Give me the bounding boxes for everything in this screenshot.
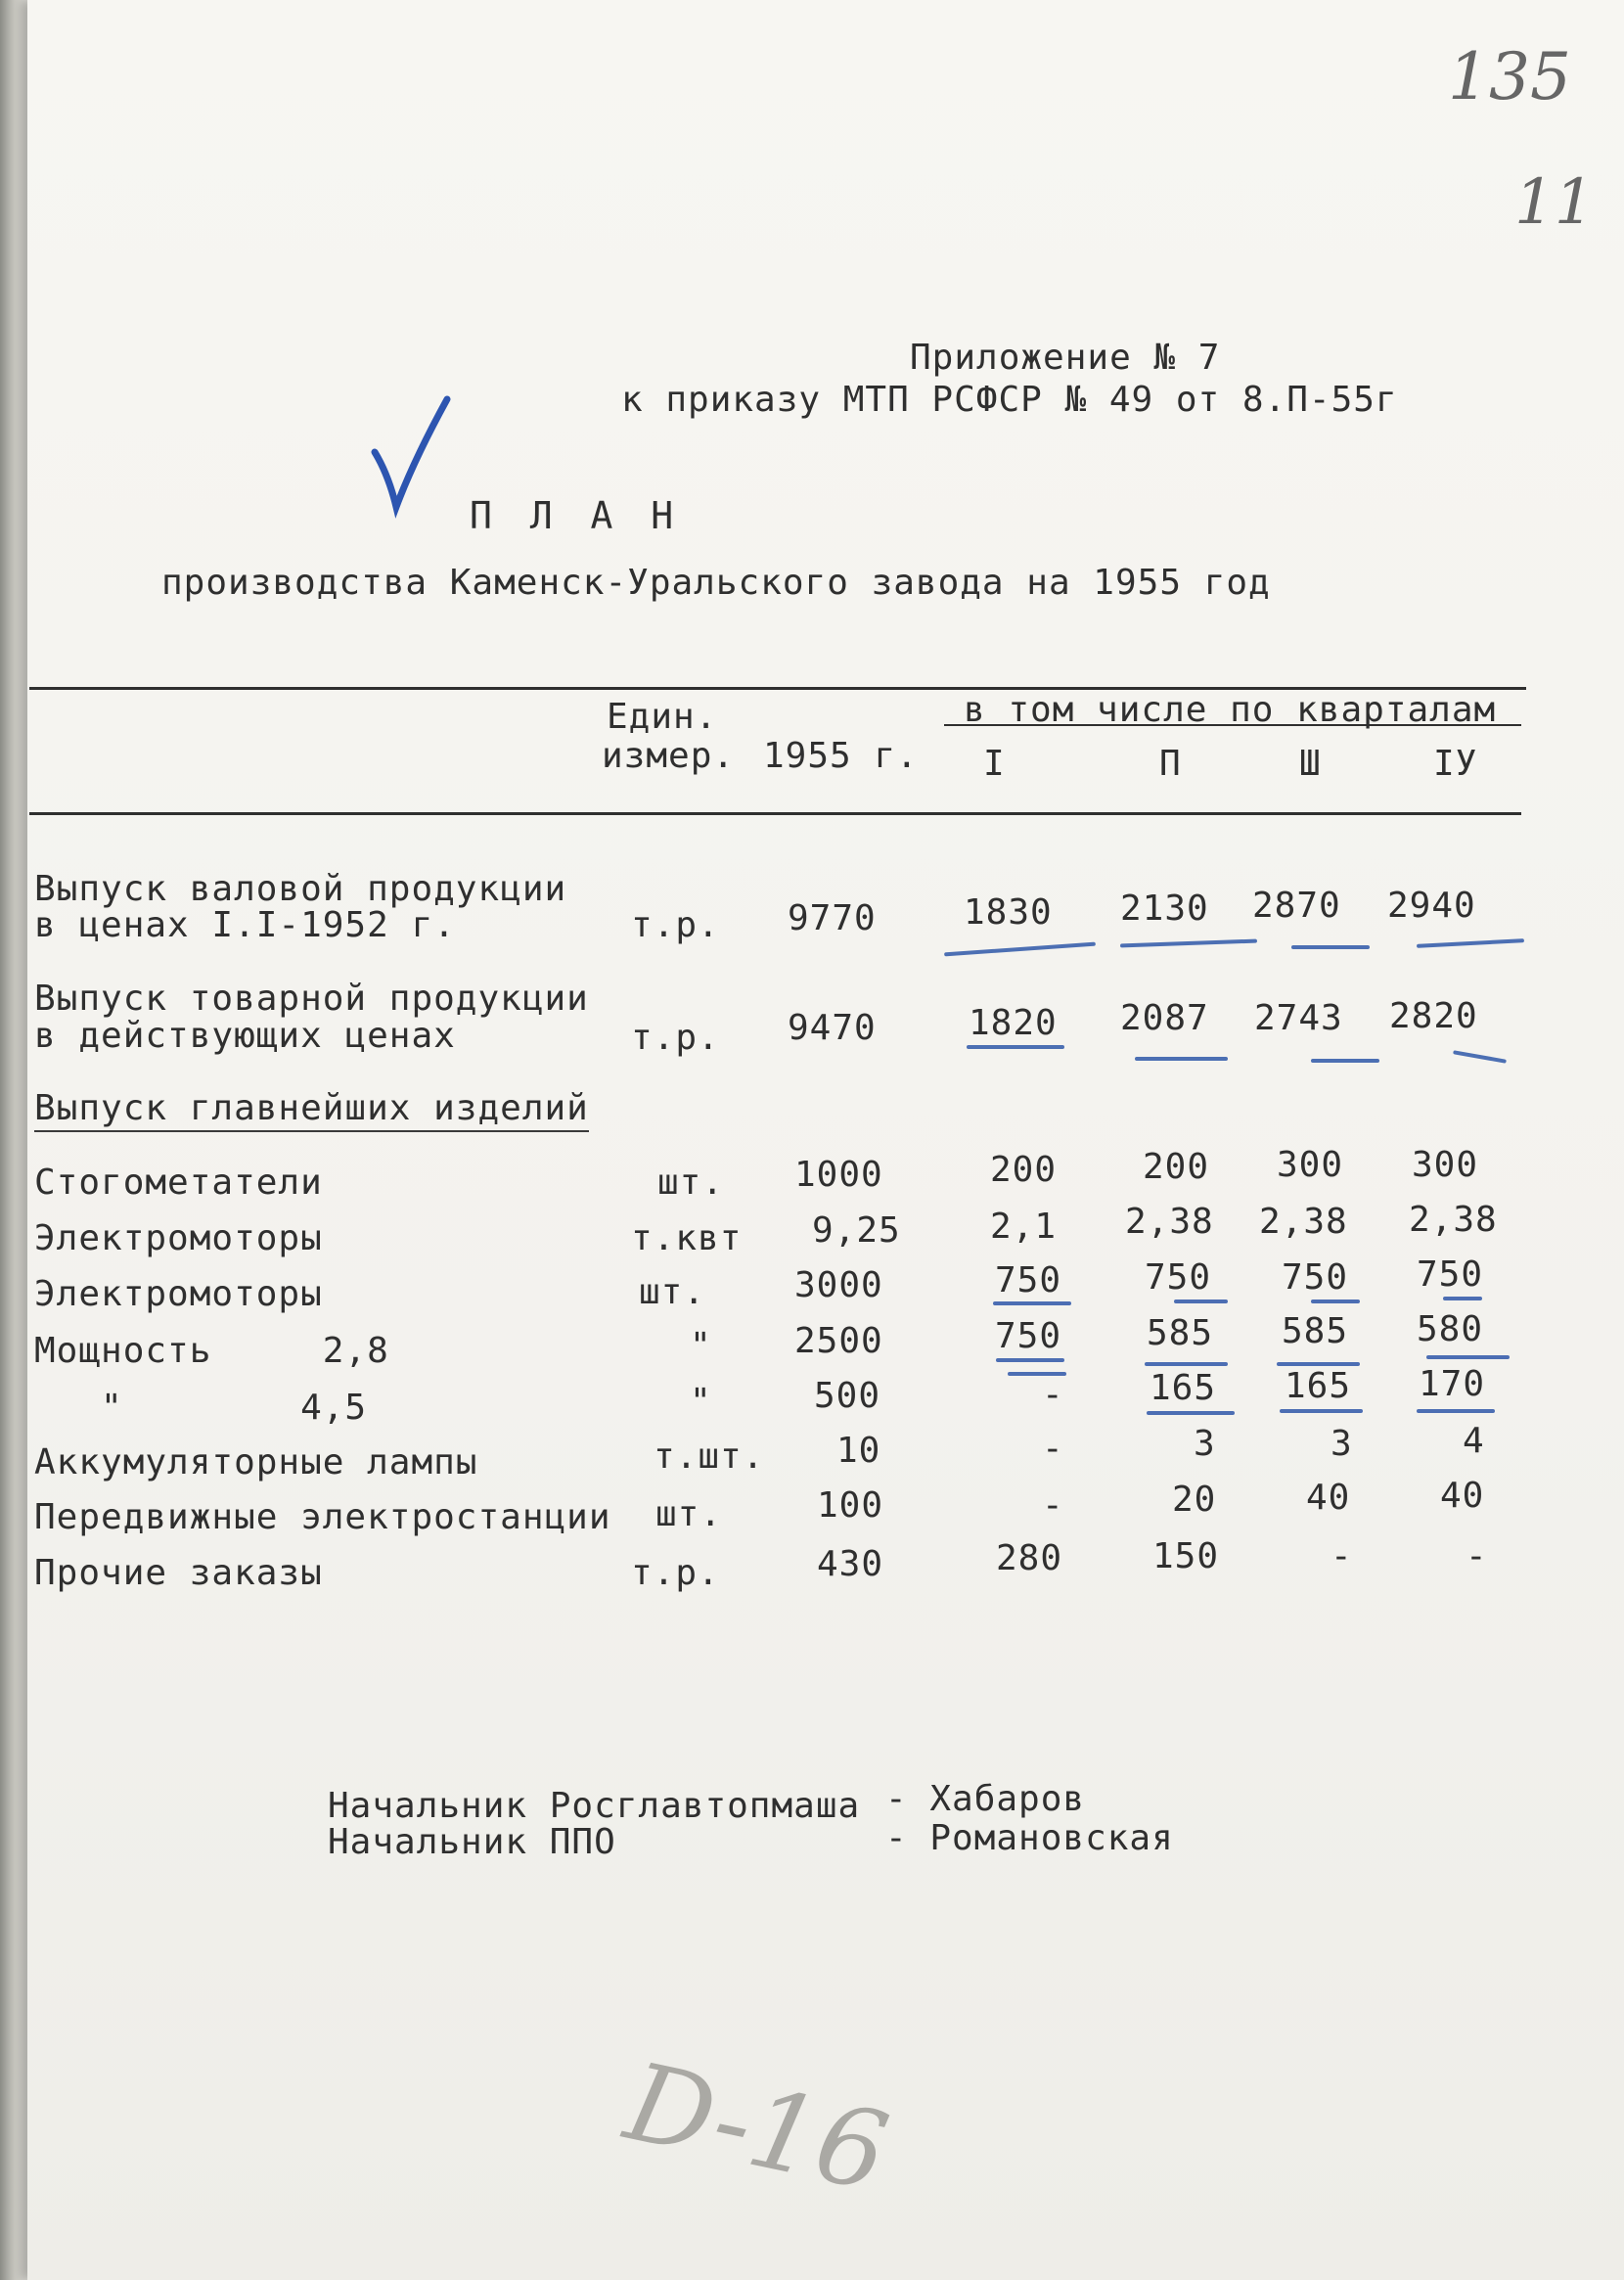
binding-edge <box>0 0 29 2280</box>
blue-underline <box>1135 1057 1228 1061</box>
year-header: 1955 г. <box>763 736 919 776</box>
document-page <box>27 0 1624 2280</box>
product-unit: шт. <box>639 1272 706 1312</box>
product-unit: шт. <box>655 1494 723 1534</box>
blue-underline <box>1311 1059 1379 1063</box>
product-unit: " <box>690 1382 712 1422</box>
gross-output-q1: 1830 <box>964 892 1053 933</box>
product-q2: 3 <box>1194 1424 1216 1464</box>
product-label: Стогометатели <box>34 1163 323 1203</box>
product-year: 500 <box>814 1376 881 1416</box>
blue-underline <box>1147 1411 1235 1415</box>
blue-underline <box>1174 1300 1228 1303</box>
marketable-output-q2: 2087 <box>1120 998 1209 1038</box>
product-q4: 580 <box>1417 1309 1484 1349</box>
blue-underline <box>993 1301 1071 1305</box>
product-q1: 750 <box>995 1316 1062 1356</box>
product-label: Аккумуляторные лампы <box>34 1442 478 1482</box>
product-year: 10 <box>836 1431 881 1471</box>
blue-underline <box>1426 1355 1510 1359</box>
q2-header: П <box>1159 744 1182 784</box>
marketable-output-unit: т.р. <box>631 1018 720 1058</box>
blue-underline <box>967 1045 1064 1049</box>
plan-title: П Л А Н <box>470 494 682 537</box>
blue-underline <box>1443 1297 1482 1300</box>
product-q4: 4 <box>1463 1421 1485 1461</box>
product-unit: т.квт <box>631 1218 743 1258</box>
marketable-output-label-line1: Выпуск товарной продукции <box>34 979 589 1019</box>
blue-underline <box>1291 945 1370 949</box>
blue-underline <box>1280 1409 1363 1413</box>
quarters-group-header: в том числе по кварталам <box>964 690 1497 730</box>
product-q2: 165 <box>1150 1368 1217 1408</box>
product-q3: 2,38 <box>1259 1202 1348 1242</box>
gross-output-q2: 2130 <box>1120 889 1209 929</box>
marketable-output-year: 9470 <box>788 1008 877 1048</box>
signature-role-2: Начальник ППО <box>328 1822 616 1862</box>
product-q1: 280 <box>996 1538 1063 1578</box>
product-q3: 40 <box>1306 1478 1351 1518</box>
marketable-output-q4: 2820 <box>1389 996 1478 1036</box>
product-q1: 200 <box>990 1150 1058 1190</box>
product-q2: 2,38 <box>1125 1202 1214 1242</box>
signature-name-2: - Романовская <box>885 1818 1174 1858</box>
plan-subtitle: производства Каменск-Уральского завода на 1955 год <box>161 563 1271 603</box>
product-q3: 165 <box>1285 1366 1352 1406</box>
product-q2: 20 <box>1172 1480 1217 1520</box>
blue-underline <box>996 1358 1064 1362</box>
product-q4: - <box>1466 1536 1488 1576</box>
product-q4: 40 <box>1440 1476 1485 1516</box>
product-q1: - <box>1042 1485 1064 1526</box>
q4-header: IУ <box>1433 744 1478 784</box>
product-q3: 750 <box>1282 1257 1349 1298</box>
marketable-output-q1: 1820 <box>969 1003 1058 1043</box>
product-q3: 585 <box>1282 1311 1349 1351</box>
blue-underline <box>1145 1362 1228 1366</box>
product-q3: 300 <box>1277 1145 1344 1185</box>
q3-header: Ш <box>1299 744 1322 784</box>
archive-sheet-subnumber: 11 <box>1514 166 1595 239</box>
check-mark-icon <box>367 391 455 519</box>
product-q2: 585 <box>1147 1313 1214 1353</box>
blue-underline <box>1311 1300 1360 1303</box>
product-year: 3000 <box>794 1265 883 1305</box>
product-unit: " <box>690 1326 712 1366</box>
main-products-heading: Выпуск главнейших изделий <box>34 1088 589 1132</box>
product-q4: 2,38 <box>1409 1200 1498 1240</box>
product-unit: т.шт. <box>654 1436 765 1477</box>
order-reference: к приказу МТП РСФСР № 49 от 8.П-55г <box>621 380 1398 420</box>
product-unit: т.р. <box>631 1553 720 1593</box>
product-q2: 200 <box>1143 1147 1210 1187</box>
product-q1: - <box>1042 1429 1064 1469</box>
product-label: Передвижные электростанции <box>34 1497 611 1537</box>
product-label: Электромоторы <box>34 1218 323 1258</box>
product-label: " 4,5 <box>34 1388 368 1428</box>
product-unit: шт. <box>657 1163 725 1203</box>
product-q2: 150 <box>1152 1536 1220 1576</box>
product-year: 9,25 <box>812 1210 901 1251</box>
product-label: Мощность 2,8 <box>34 1331 389 1371</box>
product-year: 430 <box>817 1544 884 1584</box>
product-label: Электромоторы <box>34 1274 323 1314</box>
unit-header-line1: Един. <box>607 697 718 737</box>
signature-role-1: Начальник Росглавтопмаша <box>328 1786 861 1826</box>
product-q4: 170 <box>1419 1364 1486 1404</box>
product-q3: 3 <box>1331 1424 1353 1464</box>
gross-output-label-line2: в ценах I.I-1952 г. <box>34 905 456 945</box>
unit-header-line2: измер. <box>602 736 736 776</box>
gross-output-unit: т.р. <box>631 905 720 945</box>
product-q3: - <box>1331 1536 1353 1576</box>
blue-underline <box>1417 1409 1495 1413</box>
product-q1: 2,1 <box>990 1207 1058 1247</box>
header-bottom-rule <box>29 812 1521 815</box>
gross-output-q4: 2940 <box>1387 886 1476 926</box>
signature-name-1: - Хабаров <box>885 1779 1086 1819</box>
product-q2: 750 <box>1145 1257 1212 1298</box>
q1-header: I <box>983 744 1006 784</box>
archive-sheet-number: 135 <box>1448 39 1571 114</box>
product-q1: 750 <box>995 1260 1062 1300</box>
gross-output-year: 9770 <box>788 898 877 938</box>
product-year: 100 <box>817 1485 884 1526</box>
product-label: Прочие заказы <box>34 1553 323 1593</box>
marketable-output-q3: 2743 <box>1254 998 1343 1038</box>
product-q1: - <box>1042 1375 1064 1415</box>
pencil-archive-note: D-16 <box>615 2038 898 2216</box>
product-year: 2500 <box>794 1321 883 1361</box>
marketable-output-label-line2: в действующих ценах <box>34 1016 456 1056</box>
gross-output-label-line1: Выпуск валовой продукции <box>34 869 567 909</box>
gross-output-q3: 2870 <box>1252 886 1341 926</box>
product-q4: 750 <box>1417 1254 1484 1295</box>
product-q4: 300 <box>1412 1145 1479 1185</box>
appendix-label: Приложение № 7 <box>910 338 1221 378</box>
product-year: 1000 <box>794 1155 883 1195</box>
